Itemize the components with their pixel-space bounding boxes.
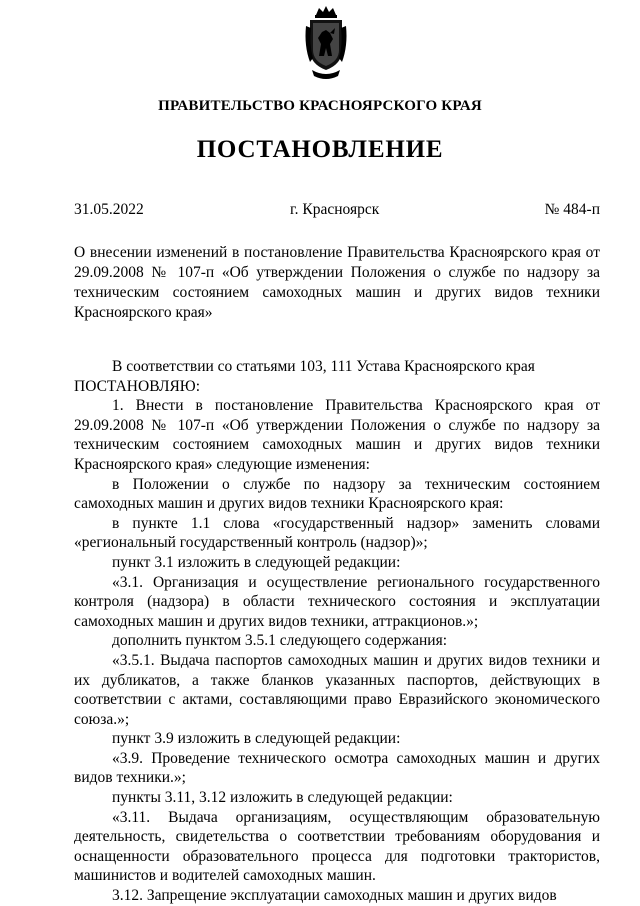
- resolve-paragraph: ПОСТАНОВЛЯЮ:: [74, 377, 201, 395]
- document-meta-line: [74, 201, 600, 221]
- document-subject: О внесении изменений в постановление Правительства Красноярского края от 29.09.2008 № 107-п «Об утверждении Положения о службе по надзору за техническим состоянием самоходных машин и других видов техники Красноярского края»: [74, 244, 600, 321]
- organization-title: ПРАВИТЕЛЬСТВО КРАСНОЯРСКОГО КРАЯ: [158, 98, 482, 114]
- body-paragraph: «3.9. Проведение технического осмотра самоходных машин и других видов техники.»;: [74, 749, 600, 787]
- document-type-title: ПОСТАНОВЛЕНИЕ: [196, 136, 444, 163]
- document-body: [74, 357, 600, 906]
- krasnoyarsk-coat-of-arms-icon: [304, 6, 348, 80]
- body-paragraph: пункт 3.9 изложить в следующей редакции:: [112, 730, 401, 748]
- document-date: 31.05.2022: [74, 201, 144, 218]
- body-paragraph: «3.5.1. Выдача паспортов самоходных машин и других видов техники и их дубликатов, а также бланков указанных паспортов, действующих в соответствии с актами, составляющими право Евразийского экономического союза.»;: [74, 651, 600, 728]
- body-paragraph: 3.12. Запрещение эксплуатации самоходных машин и других видов: [112, 887, 557, 905]
- body-paragraph: пункт 3.1 изложить в следующей редакции:: [112, 553, 401, 571]
- document-city: г. Красноярск: [290, 201, 380, 218]
- body-paragraph: дополнить пунктом 3.5.1 следующего содержания:: [112, 632, 447, 650]
- body-paragraph: «3.11. Выдача организациям, осуществляющим образовательную деятельность, свидетельства о соответствии требованиям оборудования и оснащенности образовательного процесса для подготовки трактористов, машинистов и водителей самоходных машин.: [74, 808, 600, 885]
- body-paragraph: «3.1. Организация и осуществление регионального государственного контроля (надзора) в области технического состояния и эксплуатации самоходных машин и других видов техники, аттракционов.»;: [74, 573, 600, 630]
- body-paragraph: в пункте 1.1 слова «государственный надзор» заменить словами «региональный государственный контроль (надзор)»;: [74, 514, 600, 552]
- preamble-paragraph: В соответствии со статьями 103, 111 Устава Красноярского края: [112, 358, 535, 375]
- body-paragraph: 1. Внести в постановление Правительства Красноярского края от 29.09.2008 № 107-п «Об утверждении Положения о службе по надзору за техническим состоянием самоходных машин и других видов техники Красноярского края» следующие изменения:: [74, 397, 600, 473]
- body-paragraph: пункты 3.11, 3.12 изложить в следующей редакции:: [112, 789, 453, 807]
- document-number: № 484-п: [544, 201, 600, 218]
- body-paragraph: в Положении о службе по надзору за техническим состоянием самоходных машин и других видов техники Красноярского края:: [74, 475, 600, 513]
